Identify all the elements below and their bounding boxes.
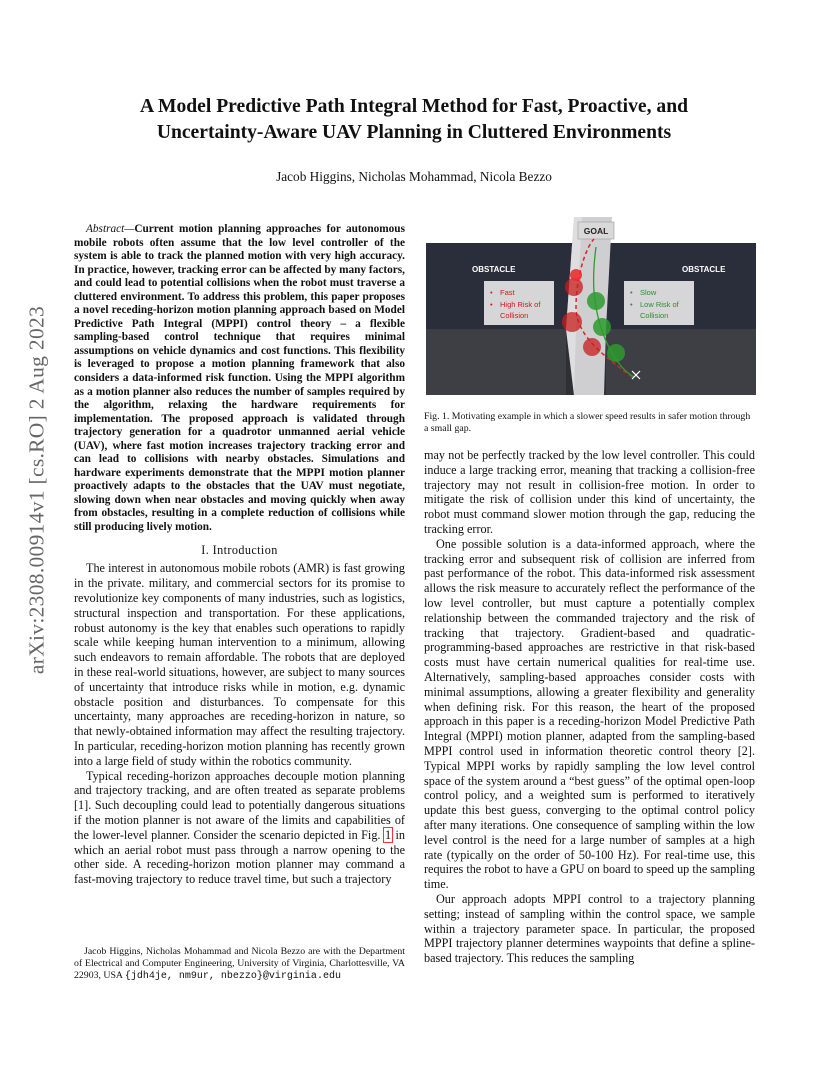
svg-text:•: • [630, 288, 633, 297]
fast-risk-label: High Risk of [500, 300, 541, 309]
svg-text:•: • [630, 300, 633, 309]
intro-paragraph-2 [74, 769, 405, 887]
intro-paragraph-2-continued: in which an aerial robot must pass through a narrow opening to the other side. A receding-horizon motion planner may command a fast-moving trajectory to reduce travel time, but such a trajectory [74, 827, 406, 887]
paper-title [70, 94, 758, 146]
svg-text:•: • [490, 288, 493, 297]
figure-1-caption: Fig. 1. Motivating example in which a slower speed results in safer motion through a small gap. [424, 411, 751, 434]
title-line-2: Uncertainty-Aware UAV Planning in Cluttered Environments [156, 122, 672, 143]
author-affiliation-footnote [74, 946, 405, 983]
intro-paragraph-1: The interest in autonomous mobile robots (AMR) is fast growing in the private. military, and commercial sectors for its promise to revolutionize key components of many industries, such as logistics, structural inspection and transportation. For these applications, robust autonomy is the key that enables such operations to rapidly scale while keeping human intervention to a minimum, allowing such endeavors to remain affordable. The robots that are deployed in these real-world situations, however, are subject to many sources of uncertainty that introduce risks while in motion, e.g. dynamic obstacle position and disturbances. To compensate for this uncertainty, many approaches are receding-horizon in nature, so that newly-obtained information may affect the resulting trajectory. In particular, receding-horizon motion planning has recently grown into a large field of study within the robotics community. [74, 561, 405, 768]
author-list: Jacob Higgins, Nicholas Mohammad, Nicola Bezzo [276, 169, 552, 184]
footnote-emails: {jdh4je, nm9ur, nbezzo}@virginia.edu [124, 971, 341, 982]
slow-drone-1 [587, 292, 605, 310]
obstacle-label-left: OBSTACLE [472, 265, 516, 274]
slow-label: Slow [640, 288, 657, 297]
arxiv-identifier [22, 290, 52, 690]
figure-1-illustration [426, 217, 756, 395]
abstract-text: Current motion planning approaches for autonomous mobile robots often assume that the low level controller of the system is able to track the planned motion with very high accuracy. In practice, however, tracking error can be affected by many factors, and could lead to potential collisions when the robot must traverse a cluttered environment. To address this problem, this paper proposes a novel receding-horizon motion planning approach based on Model Predictive Path Integral (MPPI) control theory – a flexible sampling-based control technique that requires minimal assumptions on vehicle dynamics and cost functions. This flexibility is leveraged to propose a motion planning framework that also considers a data-informed risk function. Using the MPPI algorithm as a motion planner also reduces the number of samples required by the algorithm, relaxing the hardware requirements for implementation. The proposed approach is validated through trajectory generation for a quadrotor unmanned aerial vehicle (UAV), where fast motion increases trajectory tracking error and can lead to collisions with nearby obstacles. Simulations and hardware experiments demonstrate that the MPPI motion planner proactively adapts to the obstacles that the UAV must negotiate, slowing down when near obstacles and moving quickly when away from obstacles, resulting in a complete reduction of collisions while still producing lively motion. [74, 223, 405, 534]
abstract-label: Abstract— [86, 223, 135, 235]
abstract [74, 223, 405, 535]
svg-text:Collision: Collision [500, 311, 529, 320]
fast-drone-2 [562, 312, 582, 332]
arxiv-identifier-text: arXiv:2308.00914v1 [cs.RO] 2 Aug 2023 [24, 305, 49, 675]
intro-paragraph-2-text: Typical receding-horizon approaches decouple motion planning and trajectory tracking, and are often treated as separate problems [1]. Such decoupling could lead to potentially dangerous situations if the motion planner is not aware of the limits and capabilities of the lower-level planner. Consider the scenario depicted in Fig. [74, 768, 405, 842]
slow-drone-2 [593, 318, 611, 336]
svg-text:Collision: Collision [640, 311, 669, 320]
footnote-text: Jacob Higgins, Nicholas Mohammad and Nicola Bezzo are with the Department of Electrical and Computer Engineering, University of Virginia, Charlottesville, VA 22903, USA [74, 946, 405, 981]
obstacle-label-right: OBSTACLE [682, 265, 726, 274]
goal-label: GOAL [583, 226, 609, 236]
svg-text:•: • [490, 300, 493, 309]
title-line-1: A Model Predictive Path Integral Method for Fast, Proactive, and [140, 96, 688, 117]
slow-drone-3 [607, 344, 625, 362]
right-paragraph-2: One possible solution is a data-informed approach, where the tracking error and subsequent risk of collision are inferred from past performance of the robot. This data-informed risk assessment allows the risk measure to accurately reflect the performance of the low level controller, but must capture a potentially complex relationship between the commanded trajectory and the risk of tracking that trajectory. Gradient-based and quadratic-programming-based approaches are restrictive in that risk-based costs must have certain numerical qualities for real-time use. Alternatively, sampling-based approaches consider costs with minimal assumptions, allowing a greater flexibility and generality when defining risk. For this reason, the heart of the proposed approach in this paper is a receding-horizon Model Predictive Path Integral (MPPI) motion planner, adapted from the sampling-based MPPI control used in information theoretic control theory [2]. Typical MPPI works by rapidly sampling the low level control space of the system around a “best guess” of the optimal open-loop control policy, and a weighted sum is performed to iteratively update this best guess, converging to the optimal control policy after many iterations. One consequence of sampling within the low level control is the need for a large number of samples at a high rate (typically on the order of 50-100 Hz). For real-time use, this requires the robot to have a GPU on board to speed up the sampling time. [424, 536, 755, 892]
fast-label: Fast [500, 288, 515, 297]
slow-risk-label: Low Risk of [640, 300, 679, 309]
left-column [74, 223, 405, 887]
fast-drone-1 [565, 278, 583, 296]
right-paragraph-1: may not be perfectly tracked by the low level controller. This could induce a large tracking error, meaning that tracking a collision-free trajectory may not result in collision-free motion. In order to mitigate the risk of collision under this kind of uncertainty, the robot must command slower motion through the gap, reducing the tracking error. [424, 448, 755, 536]
right-paragraph-3: Our approach adopts MPPI control to a trajectory planning setting; instead of sampling within the control space, we sample within a trajectory parameter space. In particular, the proposed MPPI trajectory planner determines waypoints that define a spline-based trajectory. This reduces the sampling [424, 891, 755, 966]
figure-1-graphic [426, 217, 756, 395]
right-column [424, 448, 755, 966]
figure-reference-link[interactable]: 1 [384, 827, 392, 842]
fast-drone-3 [583, 338, 601, 356]
section-heading-introduction: I. Introduction [201, 542, 278, 557]
